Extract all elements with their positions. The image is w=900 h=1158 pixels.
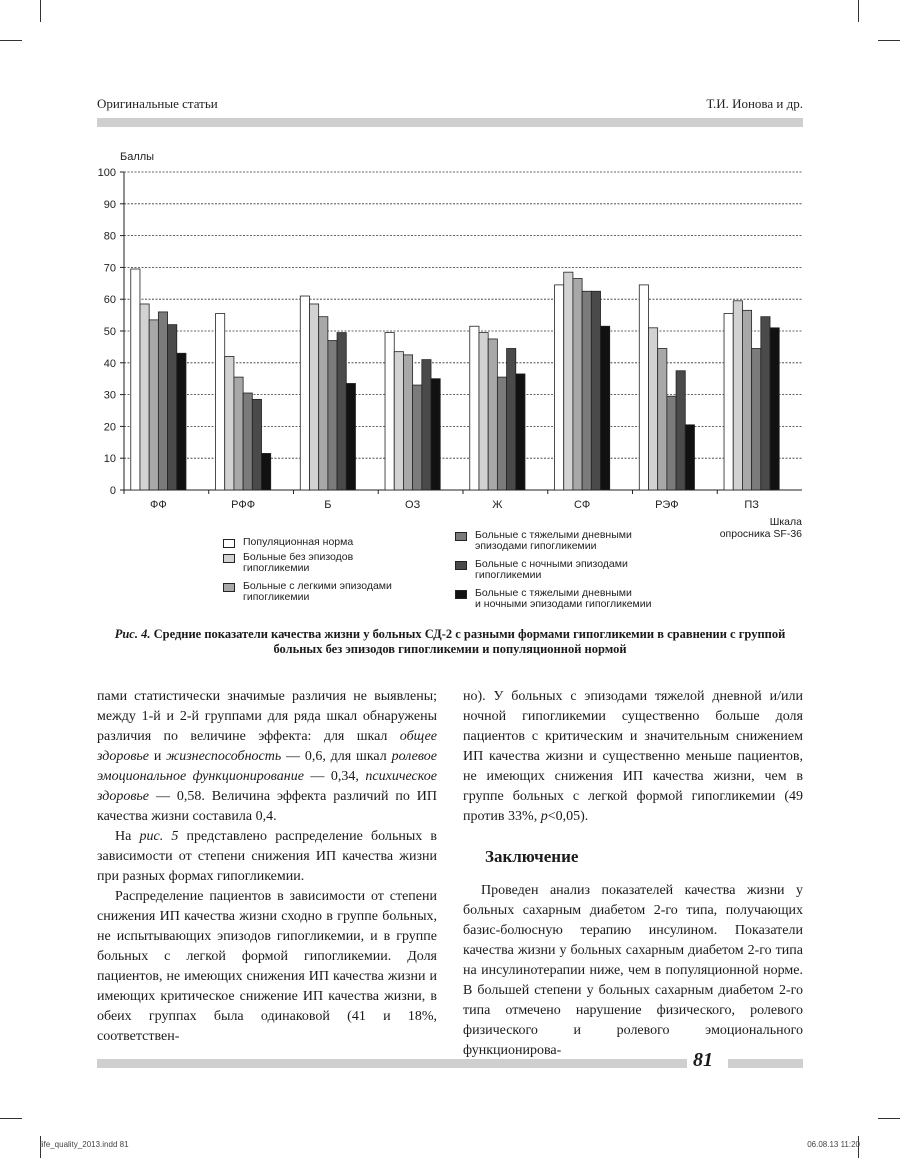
crop-mark: [858, 0, 859, 22]
text-run: пами статистически значимые различия не выявлены; между 1-й и 2-й группами для ряда шкал обнаружены различия по величине эффекта: для шкал: [97, 689, 437, 744]
footer-rule: [728, 1059, 803, 1068]
bar: [488, 339, 497, 490]
y-tick-label: 0: [109, 485, 116, 497]
print-slug-right: 06.08.13 11:20: [807, 1140, 860, 1149]
bar: [385, 333, 394, 490]
bar: [149, 320, 158, 490]
paragraph: [97, 687, 437, 827]
x-axis-label: Шкала опросника SF-36: [719, 516, 802, 540]
bar: [564, 272, 573, 490]
bar: [676, 371, 685, 490]
bar: [328, 341, 337, 490]
italic-term: жизнеспособность: [166, 749, 282, 764]
legend-label: Больные без эпизодов гипогликемии: [243, 551, 354, 574]
bar: [555, 285, 564, 490]
crop-mark: [878, 1118, 900, 1119]
print-slug-left: life_quality_2013.indd 81: [40, 1140, 129, 1149]
bar: [573, 279, 582, 490]
italic-term: общее здоровье: [97, 729, 437, 764]
legend-label: Больные с легкими эпизодами гипогликемии: [243, 580, 392, 603]
italic-term: ролевое эмоциональное функционирование: [97, 749, 437, 784]
text-run: — 0,34,: [303, 769, 366, 784]
legend-label: Больные с ночными эпизодами гипогликемии: [475, 558, 628, 581]
y-tick-label: 70: [103, 262, 116, 275]
bar: [168, 325, 177, 490]
legend-swatch: [223, 539, 235, 548]
italic-term: психическое здоровье: [97, 769, 437, 804]
bar: [591, 291, 600, 490]
bar: [431, 379, 440, 490]
bar: [648, 328, 657, 490]
right-column: [463, 687, 803, 1061]
x-tick-label: Ж: [492, 499, 503, 510]
y-tick-label: 30: [103, 389, 116, 402]
bar: [497, 377, 506, 490]
left-column: [97, 687, 437, 1047]
bar: [752, 348, 761, 490]
running-header-right: Т.И. Ионова и др.: [706, 96, 803, 111]
bar: [724, 314, 733, 490]
section-heading: Заключение: [485, 847, 579, 866]
text-run: — 0,6, для шкал: [281, 749, 392, 764]
y-tick-label: 40: [103, 357, 116, 370]
bar: [639, 285, 648, 490]
bar: [742, 310, 751, 490]
bar: [507, 348, 516, 490]
figure-number: Рис. 4.: [114, 627, 151, 641]
legend-swatch: [223, 554, 235, 563]
crop-mark: [40, 0, 41, 22]
y-tick-label: 20: [103, 421, 116, 434]
y-tick-label: 60: [103, 294, 116, 307]
bar: [582, 291, 591, 490]
legend-swatch: [455, 561, 467, 570]
text-run: но). У больных с эпизодами тяжелой дневной и/или ночной гипогликемии существенно больше доля пациентов с критическим и значительным снижением ИП качества жизни и существенно меньше пациентов, не имеющих снижения ИП качества жизни, чем в группе больных с легкой формой гипогликемии (49 против 33%,: [463, 689, 803, 824]
x-tick-label: Б: [324, 499, 332, 510]
paragraph: [463, 687, 803, 827]
bar: [158, 312, 167, 490]
legend-swatch: [223, 583, 235, 592]
bar: [225, 356, 234, 490]
x-tick-label: ОЗ: [405, 499, 421, 510]
bar: [140, 304, 149, 490]
bar: [346, 383, 355, 490]
x-tick-label: РЭФ: [655, 499, 679, 510]
text-run: <0,05).: [547, 809, 589, 824]
legend-swatch: [455, 590, 467, 599]
footer-rule: [97, 1059, 687, 1068]
bar: [601, 326, 610, 490]
bar: [667, 396, 676, 490]
figure-caption: [97, 627, 803, 657]
y-tick-label: 10: [103, 453, 116, 466]
y-tick-label: 50: [103, 326, 116, 338]
bar: [685, 425, 694, 490]
running-header-left: Оригинальные статьи: [97, 96, 218, 111]
bar-chart: [92, 140, 807, 510]
header-rule: [97, 118, 803, 127]
bar: [177, 353, 186, 490]
bar: [761, 317, 770, 490]
italic-term: р: [540, 809, 548, 824]
bar: [131, 269, 140, 490]
bar: [300, 296, 309, 490]
bar: [422, 360, 431, 490]
crop-mark: [878, 40, 900, 41]
crop-mark: [0, 1118, 22, 1119]
bar: [309, 304, 318, 490]
y-axis-label: Баллы: [120, 151, 155, 163]
figure-reference: рис. 5: [139, 829, 179, 844]
y-tick-label: 100: [97, 167, 116, 179]
bar: [394, 352, 403, 490]
legend-label: Больные с тяжелыми дневными и ночными эпизодами гипогликемии: [475, 587, 652, 610]
paragraph: Распределение пациентов в зависимости от степени снижения ИП качества жизни сходно в группе больных, не испытывающих эпизодов гипогликемии, и в группе больных с легкой формой гипогликемии. Доля пациентов, не имеющих снижения ИП качества жизни и имеющих критическое снижение ИП качества жизни, в обеих группах была одинаковой (41 и 18%, соответствен-: [97, 889, 437, 1044]
text-run: — 0,58. Величина эффекта различий по ИП качества жизни составила 0,4.: [97, 789, 437, 824]
bar: [262, 453, 271, 490]
x-tick-label: ФФ: [150, 499, 167, 510]
x-tick-label: СФ: [573, 499, 591, 510]
bar: [252, 399, 261, 490]
bar: [337, 333, 346, 490]
bar: [216, 314, 225, 490]
bar: [243, 393, 252, 490]
x-tick-label: ПЗ: [744, 499, 759, 510]
text-run: На: [115, 829, 140, 844]
figure-caption-text: Средние показатели качества жизни у больных СД-2 с разными формами гипогликемии в сравнении с группой больных без эпизодов гипогликемии и популяционной нормой: [150, 627, 786, 656]
bar: [413, 385, 422, 490]
legend-label: Популяционная норма: [243, 536, 354, 548]
bar: [733, 301, 742, 490]
bar: [234, 377, 243, 490]
y-tick-label: 80: [103, 230, 116, 243]
bar: [470, 326, 479, 490]
bar: [479, 333, 488, 490]
text-run: представлено распределение больных в зависимости от степени снижения ИП качества жизни при разных формах гипогликемии.: [97, 829, 438, 884]
bar: [658, 348, 667, 490]
y-tick-label: 90: [103, 198, 116, 211]
bar: [516, 374, 525, 490]
page-number: 81: [693, 1049, 713, 1071]
paragraph: [97, 827, 437, 887]
bar: [319, 317, 328, 490]
text-run: и: [149, 749, 167, 764]
x-tick-label: РФФ: [231, 499, 256, 510]
legend-swatch: [455, 532, 467, 541]
crop-mark: [0, 40, 22, 41]
legend-label: Больные с тяжелыми дневными эпизодами гипогликемии: [475, 529, 632, 552]
bar: [403, 355, 412, 490]
paragraph: Проведен анализ показателей качества жизни у больных сахарным диабетом 2-го типа, получающих базис-болюсную терапию инсулином. Показатели качества жизни у больных сахарным диабетом 2-го типа на инсулинотерапии ниже, чем в популяционной норме. В большей степени у больных сахарным диабетом 2-го типа отмечено нарушение физического, ролевого физического и ролевого эмоционального функционирова-: [463, 883, 803, 1058]
bar: [770, 328, 779, 490]
